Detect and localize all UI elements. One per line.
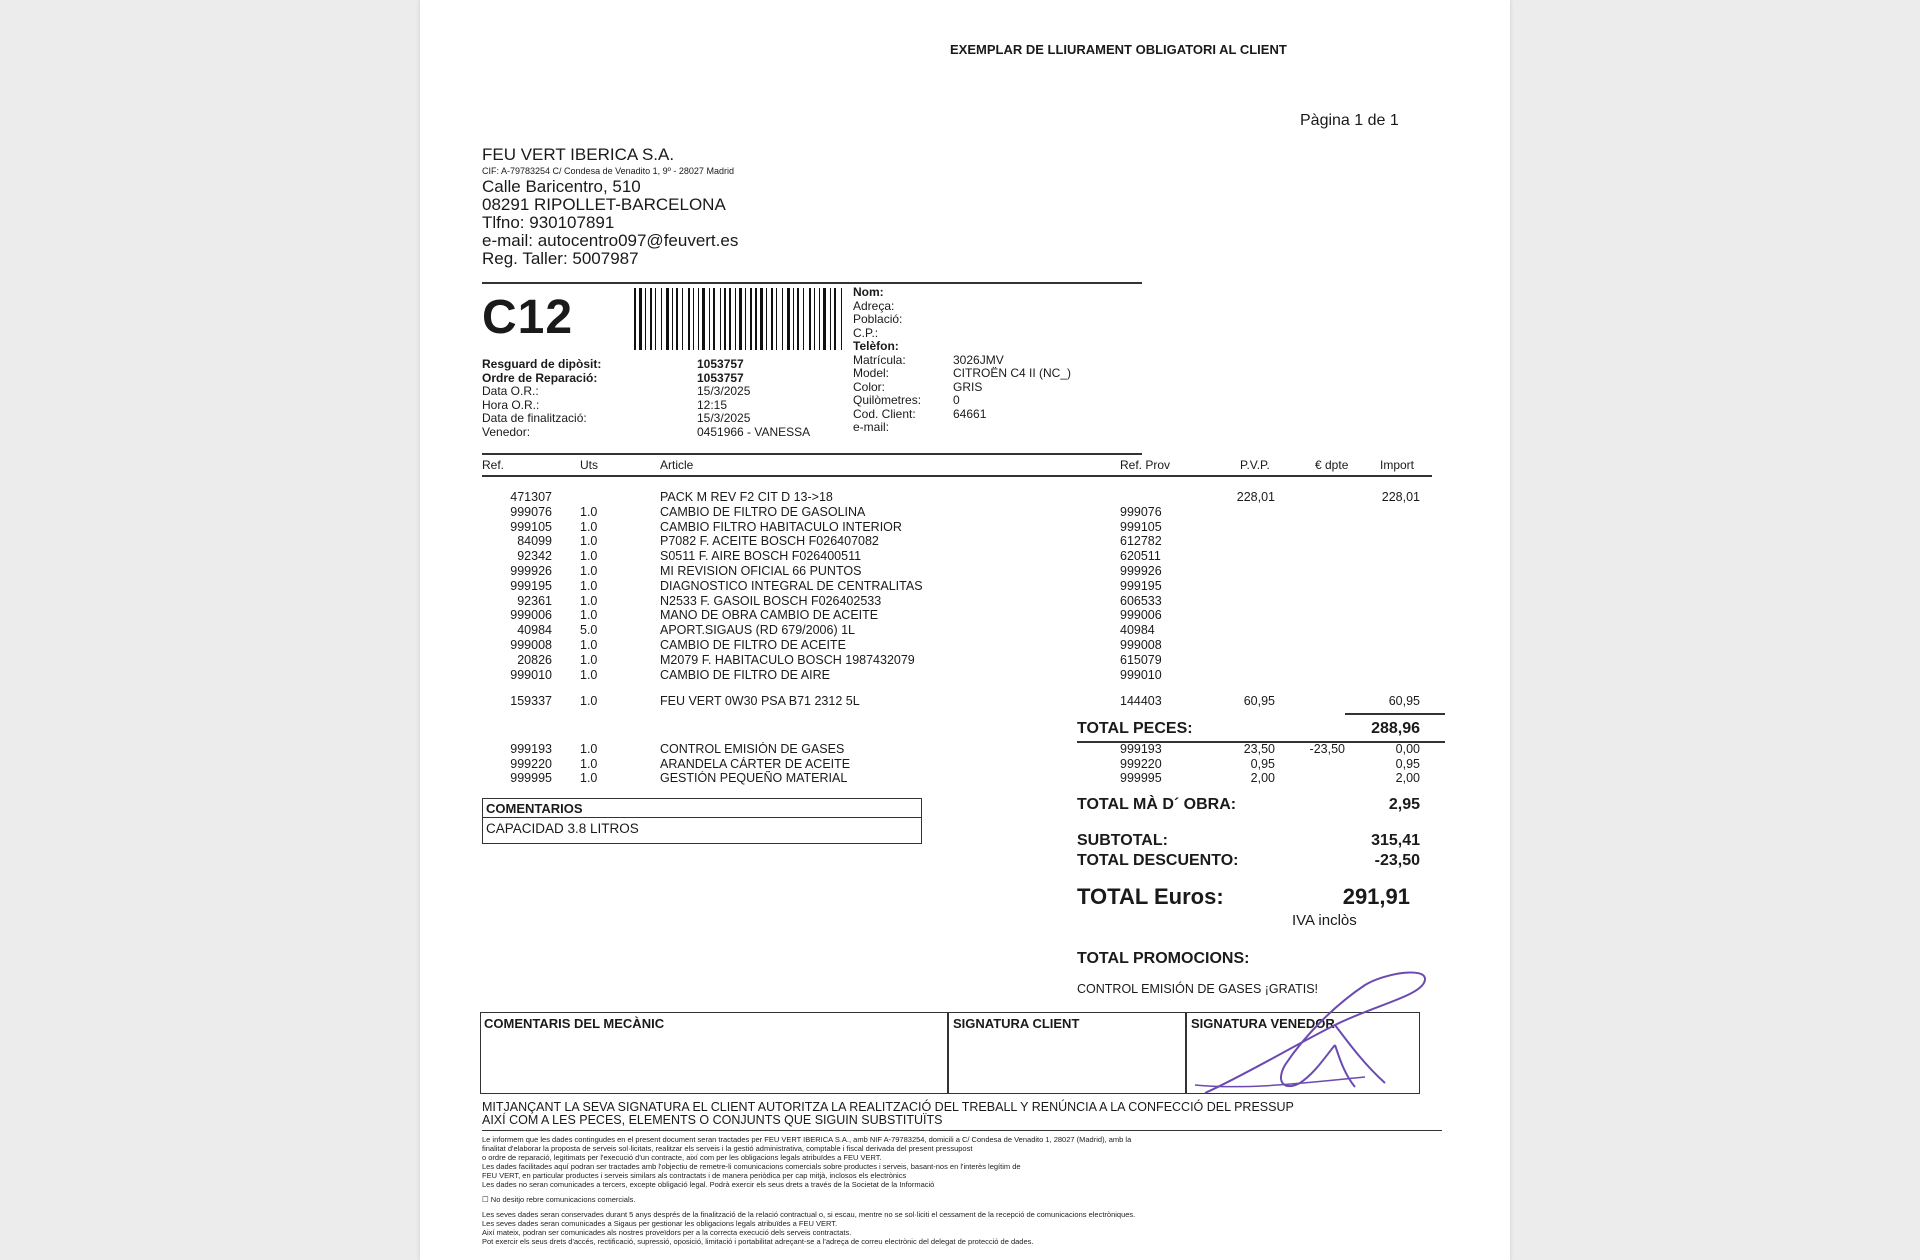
divider-top bbox=[482, 282, 1142, 284]
table-row-uts: 1.0 bbox=[580, 549, 598, 564]
client-detail-value: 64661 bbox=[953, 406, 987, 421]
labour-row-refprov: 999220 bbox=[1120, 756, 1162, 771]
fine-line-5: FEU VERT, en particular productes i serveis similars als contractats i de manera periòdica per cap mitjà, inclosos els electrònics bbox=[482, 1171, 907, 1180]
table-row-uts: 1.0 bbox=[580, 534, 598, 549]
comments-box bbox=[482, 798, 922, 844]
fine-line-6: Les dades no seran comunicades a tercers, excepte obligació legal. Podrà exercir els seus drets a través de la Societat de la Informació bbox=[482, 1180, 935, 1189]
labour-row-import: 0,00 bbox=[1395, 742, 1420, 756]
oil-row-uts: 1.0 bbox=[580, 694, 598, 708]
table-row-ref: 999926 bbox=[510, 564, 552, 578]
table-row-refprov: 606533 bbox=[1120, 593, 1162, 608]
client-detail-label: Color: bbox=[853, 379, 886, 394]
client-detail-label: Cod. Client: bbox=[853, 406, 916, 421]
document-page bbox=[420, 0, 1510, 1260]
company-cif: CIF: A-79783254 C/ Condesa de Venadito 1, 9º - 28027 Madrid bbox=[482, 166, 734, 176]
client-detail-label: Nom: bbox=[853, 285, 884, 299]
total-descuento-value: -23,50 bbox=[1374, 852, 1420, 869]
table-row-uts: 1.0 bbox=[580, 593, 598, 608]
table-row-article: M2079 F. HABITACULO BOSCH 1987432079 bbox=[660, 652, 915, 667]
labour-row-uts: 1.0 bbox=[580, 771, 598, 785]
client-detail-label: e-mail: bbox=[853, 420, 890, 434]
table-row-ref: 92342 bbox=[517, 549, 552, 564]
subtotal-label: SUBTOTAL: bbox=[1077, 832, 1168, 849]
labour-row-import: 0,95 bbox=[1395, 756, 1420, 771]
table-row-refprov: 615079 bbox=[1120, 652, 1162, 667]
client-detail-value: 0 bbox=[953, 393, 960, 407]
table-row-uts: 1.0 bbox=[580, 504, 598, 519]
table-row-uts: 1.0 bbox=[580, 519, 598, 534]
total-peces-label: TOTAL PECES: bbox=[1077, 720, 1193, 737]
fine-line-10: Així mateix, podran ser comunicades als nostres proveïdors per a la correcta execució dels serveis contractats. bbox=[482, 1228, 852, 1237]
fine-line-2: finalitat d'elaborar la proposta de serveis sol·licitats, realitzar els serveis i la gestió administrativa, comptable i fiscal derivada del present pressupost bbox=[482, 1144, 973, 1153]
table-row-refprov: 999010 bbox=[1120, 667, 1162, 682]
legal-line-1: MITJANÇANT LA SEVA SIGNATURA EL CLIENT AUTORITZA LA REALITZACIÓ DEL TREBALL Y RENÚNCIA A LA CONFECCIÓ DEL PRESSUP bbox=[482, 1100, 1294, 1114]
oil-row-ref: 159337 bbox=[510, 694, 552, 708]
table-row-ref: 999105 bbox=[510, 519, 552, 534]
table-row-refprov: 999195 bbox=[1120, 578, 1162, 593]
fine-line-11: Pot exercir els seus drets d'accés, rectificació, supressió, oposició, limitació i portabilitat adreçant-se a l'adreça de correu electrònic del delegat de protecció de dades. bbox=[482, 1237, 1034, 1246]
table-row-refprov: 40984 bbox=[1120, 623, 1155, 638]
table-row-ref: 999008 bbox=[510, 638, 552, 652]
client-signature-box bbox=[948, 1012, 1186, 1094]
table-row-uts: 1.0 bbox=[580, 564, 598, 578]
labour-row-ref: 999220 bbox=[510, 756, 552, 771]
order-detail-value: 15/3/2025 bbox=[697, 411, 751, 425]
table-row-ref: 999195 bbox=[510, 578, 552, 593]
table-row-ref: 84099 bbox=[517, 534, 552, 549]
table-row-pvp: 228,01 bbox=[1236, 490, 1275, 504]
table-row-uts: 1.0 bbox=[580, 667, 598, 682]
client-detail-label: Quilòmetres: bbox=[853, 393, 922, 407]
order-detail-value: 1053757 bbox=[697, 357, 744, 371]
client-detail-label: Població: bbox=[853, 312, 903, 326]
order-detail-value: 15/3/2025 bbox=[697, 384, 751, 398]
legal-fine-print bbox=[482, 1135, 1382, 1246]
labour-row-article: GESTIÓN PEQUEÑO MATERIAL bbox=[660, 771, 848, 785]
fine-line-9: Les seves dades seran comunicades a Sigaus per gestionar les obligacions legals atribuïdes a FEU VERT. bbox=[482, 1219, 838, 1228]
table-row-article: N2533 F. GASOIL BOSCH F026402533 bbox=[660, 593, 882, 608]
company-reg-taller: Reg. Taller: 5007987 bbox=[482, 249, 639, 268]
table-row-article: PACK M REV F2 CIT D 13->18 bbox=[660, 490, 833, 504]
order-detail-label: Hora O.R.: bbox=[482, 397, 540, 412]
fine-line-1: Le informem que les dades contingudes en el present document seran tractades per FEU VERT IBERICA S.A., amb NIF A-79783254, domicili a C/ Condesa de Venadito 1, 28027 (Madrid), amb la bbox=[482, 1135, 1132, 1144]
fine-line-3: o ordre de reparació, legitimats per l'execució d'un contracte, així com per les obligacions legals atribuïdes a FEU VERT. bbox=[482, 1153, 882, 1162]
divider-peces bbox=[1345, 713, 1445, 715]
seller-signature-title: SIGNATURA VENEDOR bbox=[1191, 1016, 1335, 1031]
table-row-article: MI REVISION OFICIAL 66 PUNTOS bbox=[660, 564, 862, 578]
table-row-uts: 1.0 bbox=[580, 652, 598, 667]
labour-row-ref: 999193 bbox=[510, 742, 552, 756]
table-row-article: APORT.SIGAUS (RD 679/2006) 1L bbox=[660, 623, 855, 638]
oil-row-refprov: 144403 bbox=[1120, 694, 1162, 708]
order-detail-value: 12:15 bbox=[697, 397, 728, 412]
client-detail-label: Telèfon: bbox=[853, 339, 899, 353]
labour-row-pvp: 23,50 bbox=[1243, 742, 1275, 756]
labour-row-import: 2,00 bbox=[1395, 771, 1420, 785]
fine-line-7: ☐ No desitjo rebre comunicacions comercials. bbox=[482, 1195, 636, 1204]
col-ref: Ref. bbox=[482, 458, 505, 472]
table-row-article: CAMBIO DE FILTRO DE AIRE bbox=[660, 667, 830, 682]
comments-title: COMENTARIOS bbox=[486, 801, 583, 816]
company-phone: Tlfno: 930107891 bbox=[482, 213, 615, 232]
labour-row-dte: -23,50 bbox=[1309, 742, 1345, 756]
oil-row-import: 60,95 bbox=[1388, 694, 1420, 708]
company-address-city: 08291 RIPOLLET-BARCELONA bbox=[482, 195, 726, 214]
total-descuento-label: TOTAL DESCUENTO: bbox=[1077, 852, 1239, 869]
total-euros-value: 291,91 bbox=[1342, 884, 1410, 909]
comments-text: CAPACIDAD 3.8 LITROS bbox=[486, 821, 639, 836]
fine-line-8: Les seves dades seran conservades durant 5 anys després de la finalització de la relació contractual o, si escau, mentre no se sol·liciti el cessament de la recepció de comunicacions electròniques. bbox=[482, 1210, 1136, 1219]
col-pvp: P.V.P. bbox=[1240, 458, 1270, 472]
handwritten-signature-icon bbox=[1185, 965, 1455, 1105]
subtotal-value: 315,41 bbox=[1371, 832, 1420, 849]
table-row-article: S0511 F. AIRE BOSCH F026400511 bbox=[660, 549, 862, 564]
client-detail-value: CITROËN C4 II (NC_) bbox=[953, 366, 1072, 380]
table-row-uts: 1.0 bbox=[580, 578, 598, 593]
table-row-ref: 92361 bbox=[517, 593, 552, 608]
barcode-icon bbox=[632, 288, 848, 350]
table-row-article: CAMBIO DE FILTRO DE ACEITE bbox=[660, 638, 846, 652]
order-detail-label: Ordre de Reparació: bbox=[482, 370, 598, 385]
col-refprov: Ref. Prov bbox=[1120, 458, 1171, 472]
legal-authorization bbox=[482, 1101, 1294, 1127]
client-detail-label: Model: bbox=[853, 366, 890, 380]
promo-item: CONTROL EMISIÓN DE GASES ¡GRATIS! bbox=[1077, 982, 1319, 996]
client-detail-label: C.P.: bbox=[853, 325, 879, 340]
labour-row-article: ARANDELA CÁRTER DE ACEITE bbox=[660, 756, 851, 771]
client-detail-label: Adreça: bbox=[853, 298, 895, 313]
table-row-refprov: 999006 bbox=[1120, 608, 1162, 623]
table-row-article: CAMBIO DE FILTRO DE GASOLINA bbox=[660, 504, 866, 519]
table-row-refprov: 999926 bbox=[1120, 564, 1162, 578]
order-detail-label: Venedor: bbox=[482, 424, 531, 439]
labour-row-refprov: 999193 bbox=[1120, 742, 1162, 756]
document-header-title: EXEMPLAR DE LLIURAMENT OBLIGATORI AL CLIENT bbox=[950, 42, 1287, 57]
company-block bbox=[482, 146, 738, 268]
table-row-article: MANO DE OBRA CAMBIO DE ACEITE bbox=[660, 608, 879, 623]
order-code: C12 bbox=[482, 291, 574, 344]
table-row-refprov: 999008 bbox=[1120, 638, 1162, 652]
table-row-ref: 999010 bbox=[510, 667, 552, 682]
total-peces-value: 288,96 bbox=[1371, 720, 1420, 737]
order-detail-label: Data O.R.: bbox=[482, 384, 539, 398]
labour-row-ref: 999995 bbox=[510, 771, 552, 785]
table-row-article: DIAGNOSTICO INTEGRAL DE CENTRALITAS bbox=[660, 578, 923, 593]
iva-note: IVA inclòs bbox=[1292, 912, 1357, 929]
table-row-refprov: 612782 bbox=[1120, 534, 1162, 549]
divider-table-top bbox=[482, 453, 1142, 455]
divider-header bbox=[482, 475, 1432, 477]
table-row-ref: 999006 bbox=[510, 608, 552, 623]
company-name: FEU VERT IBERICA S.A. bbox=[482, 145, 675, 164]
page-number: Pàgina 1 de 1 bbox=[1300, 112, 1399, 129]
mechanic-comments-box bbox=[480, 1012, 948, 1094]
table-row-article: P7082 F. ACEITE BOSCH F026407082 bbox=[660, 534, 879, 549]
labour-row-pvp: 2,00 bbox=[1250, 771, 1275, 785]
table-row-uts: 1.0 bbox=[580, 638, 598, 652]
oil-row-pvp: 60,95 bbox=[1243, 694, 1275, 708]
oil-row-article: FEU VERT 0W30 PSA B71 2312 5L bbox=[660, 694, 860, 708]
table-row-refprov: 620511 bbox=[1120, 549, 1161, 564]
table-row-article: CAMBIO FILTRO HABITACULO INTERIOR bbox=[660, 519, 902, 534]
legal-line-2: AIXÍ COM A LES PECES, ELEMENTS O CONJUNTS QUE SIGUIN SUBSTITUÏTS bbox=[482, 1113, 943, 1127]
labour-row-uts: 1.0 bbox=[580, 756, 598, 771]
total-ma-obra-label: TOTAL MÀ D´ OBRA: bbox=[1077, 796, 1237, 813]
client-signature-title: SIGNATURA CLIENT bbox=[953, 1016, 1080, 1031]
col-uts: Uts bbox=[580, 458, 598, 472]
total-ma-obra-value: 2,95 bbox=[1388, 796, 1420, 813]
total-euros-label: TOTAL Euros: bbox=[1077, 884, 1224, 909]
table-row-ref: 40984 bbox=[517, 623, 552, 638]
labour-row-article: CONTROL EMISIÓN DE GASES bbox=[660, 742, 845, 756]
col-import: Import bbox=[1380, 458, 1415, 472]
table-row-refprov: 999076 bbox=[1120, 504, 1162, 519]
table-row-ref: 471307 bbox=[510, 490, 552, 504]
table-row-import: 228,01 bbox=[1381, 490, 1420, 504]
company-email: e-mail: autocentro097@feuvert.es bbox=[482, 231, 739, 250]
labour-row-pvp: 0,95 bbox=[1250, 756, 1275, 771]
labour-row-refprov: 999995 bbox=[1120, 771, 1162, 785]
table-row-uts: 5.0 bbox=[580, 623, 598, 638]
order-detail-label: Data de finalització: bbox=[482, 411, 587, 425]
order-detail-value: 1053757 bbox=[697, 370, 744, 385]
client-detail-value: GRIS bbox=[953, 379, 983, 394]
fine-line-4: Les dades facilitades aquí podran ser tractades amb l'objectiu de remetre-li comunicacions comercials sobre productes i serveis, basant-nos en l'interès legítim de bbox=[482, 1162, 1021, 1171]
table-row-ref: 20826 bbox=[517, 652, 552, 667]
mechanic-comments-title: COMENTARIS DEL MECÀNIC bbox=[484, 1016, 665, 1031]
table-row-ref: 999076 bbox=[510, 504, 552, 519]
col-dte: € dpte bbox=[1315, 458, 1349, 472]
order-detail-label: Resguard de dipòsit: bbox=[482, 357, 602, 371]
col-article: Article bbox=[660, 458, 694, 472]
labour-row-uts: 1.0 bbox=[580, 742, 598, 756]
total-promocions-label: TOTAL PROMOCIONS: bbox=[1077, 950, 1250, 967]
table-row-refprov: 999105 bbox=[1120, 519, 1162, 534]
company-address-street: Calle Baricentro, 510 bbox=[482, 177, 641, 196]
client-detail-label: Matrícula: bbox=[853, 352, 906, 367]
order-detail-value: 0451966 - VANESSA bbox=[697, 424, 811, 439]
table-row-uts: 1.0 bbox=[580, 608, 598, 623]
client-detail-value: 3026JMV bbox=[953, 352, 1004, 367]
